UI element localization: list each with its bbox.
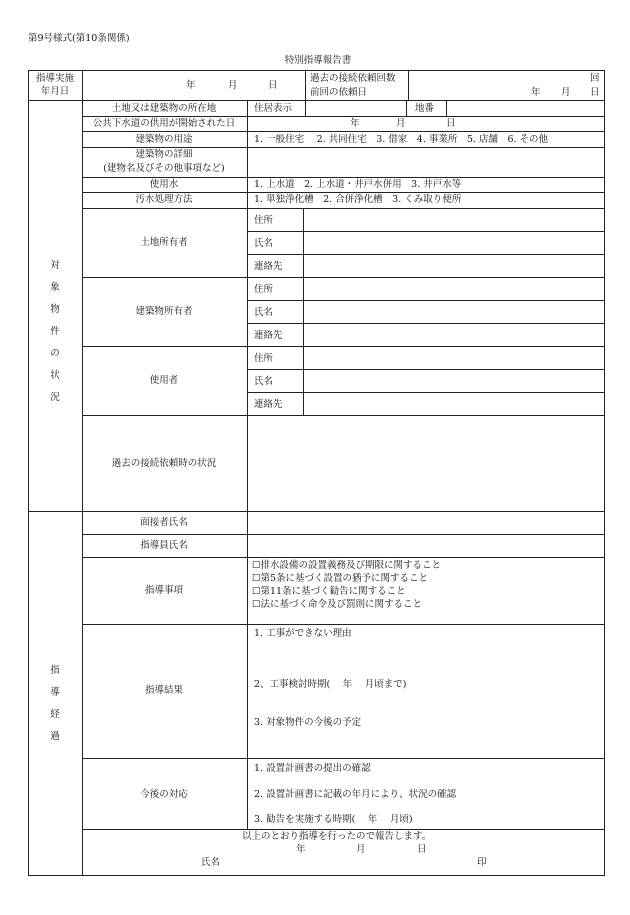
prev-month: 月: [561, 87, 571, 98]
row-line: [82, 829, 605, 830]
prev-date-label: 前回の依頼日: [310, 87, 368, 98]
section-divider-line: [28, 511, 605, 512]
section-char: 対: [50, 260, 60, 271]
column-line: [305, 100, 306, 116]
row-line: [247, 300, 605, 301]
user-name-label: 氏名: [254, 376, 274, 387]
land-owner-contact-label: 連絡先: [254, 261, 283, 272]
document-title: 特別指導報告書: [284, 55, 352, 66]
row-line: [82, 624, 605, 625]
user-label: 使用者: [149, 375, 179, 386]
form-number-label: 第9号様式(第10条関係): [28, 33, 130, 44]
sewage-label: 汚水処理方法: [135, 194, 193, 205]
header-bottom-line: [28, 100, 605, 101]
sewer-start-label: 公共下水道の供用が開始された日: [92, 118, 236, 129]
footer-statement: 以上のとおり指導を行ったので報告します。: [242, 831, 432, 842]
section-char: の: [50, 348, 60, 359]
date-day: 日: [268, 80, 278, 91]
lot-number-label: 地番: [415, 103, 435, 114]
detail-label-line-2: (建物名及びその他事項など): [103, 163, 225, 174]
interviewee-label: 面接者氏名: [140, 517, 188, 528]
future-item-3: 3. 勧告を実施する時期( 年 月頃): [254, 814, 413, 825]
section-char: 経: [50, 709, 60, 720]
section-char: 指: [50, 665, 60, 676]
water-label: 使用水: [149, 179, 179, 190]
row-line: [82, 277, 605, 278]
row-line: [247, 231, 605, 232]
instructor-label: 指導員氏名: [140, 540, 188, 551]
row-line: [82, 116, 605, 117]
column-line: [406, 100, 407, 116]
section-char: 象: [50, 282, 60, 293]
row-line: [82, 208, 605, 209]
row-line: [82, 177, 605, 178]
land-owner-name-label: 氏名: [254, 238, 274, 249]
row-line: [82, 557, 605, 558]
address-display-label: 住居表示: [254, 103, 293, 114]
column-line: [82, 70, 83, 876]
footer-day: 日: [417, 844, 427, 855]
sewer-month: 月: [396, 118, 406, 129]
date-month: 月: [228, 80, 238, 91]
date-label-line-2: 年月日: [40, 86, 70, 97]
water-options: 1. 上水道 2. 上水道・井戸水併用 3. 井戸水等: [254, 179, 462, 190]
row-line: [82, 346, 605, 347]
footer-month: 月: [356, 844, 366, 855]
row-line: [82, 758, 605, 759]
section-char: 導: [50, 687, 60, 698]
column-line: [247, 100, 248, 829]
row-line: [247, 369, 605, 370]
footer-name-label: 氏名: [201, 857, 221, 868]
building-owner-address-label: 住所: [254, 284, 274, 295]
future-item-2: 2. 設置計画書に記載の年月により、状況の確認: [254, 789, 457, 800]
detail-label-line-1: 建築物の詳細: [135, 149, 193, 160]
building-owner-label: 建築物所有者: [135, 306, 193, 317]
result-label: 指導結果: [144, 685, 184, 696]
footer-year: 年: [296, 844, 306, 855]
row-line: [247, 254, 605, 255]
section-char: 状: [50, 370, 60, 381]
section-char: 物: [50, 304, 60, 315]
sewage-options: 1. 単独浄化槽 2. 合併浄化槽 3. くみ取り便所: [254, 194, 462, 205]
form-outer-border: [28, 70, 605, 876]
building-owner-contact-label: 連絡先: [254, 330, 283, 341]
user-contact-label: 連絡先: [254, 399, 283, 410]
future-label: 今後の対応: [140, 789, 188, 800]
section-char: 件: [50, 326, 60, 337]
row-line: [82, 415, 605, 416]
land-owner-label: 土地所有者: [140, 237, 188, 248]
guidance-item-checkbox[interactable]: ☐第11条に基づく勧告に関すること: [252, 586, 406, 597]
usage-label: 建築物の用途: [135, 134, 193, 145]
column-line: [446, 100, 447, 116]
footer-seal-label: 印: [477, 857, 487, 868]
sewer-year: 年: [350, 118, 360, 129]
location-label: 土地又は建築物の所在地: [111, 103, 217, 114]
prev-year: 年: [531, 87, 541, 98]
date-label-line-1: 指導実施: [35, 73, 75, 84]
sewer-day: 日: [446, 118, 456, 129]
result-item-1: 1. 工事ができない理由: [254, 628, 352, 639]
land-owner-address-label: 住所: [254, 215, 274, 226]
count-unit: 回: [590, 73, 600, 84]
future-item-1: 1. 設置計画書の提出の確認: [254, 763, 371, 774]
row-line: [247, 392, 605, 393]
date-year: 年: [186, 80, 196, 91]
past-count-label: 過去の接続依頼回数: [310, 73, 396, 84]
row-line: [82, 131, 605, 132]
past-status-label: 過去の接続依頼時の状況: [111, 458, 217, 469]
row-line: [247, 323, 605, 324]
guidance-item-checkbox[interactable]: ☐第5条に基づく設置の猶予に関すること: [252, 573, 429, 584]
guidance-items-label: 指導事項: [144, 585, 184, 596]
result-item-3: 3. 対象物件の今後の予定: [254, 717, 362, 728]
usage-options: 1. 一般住宅 2. 共同住宅 3. 借家 4. 事業所 5. 店舗 6. その他: [254, 134, 549, 145]
column-line: [303, 208, 304, 415]
prev-day: 日: [590, 87, 600, 98]
section-char: 況: [50, 392, 60, 403]
guidance-item-checkbox[interactable]: ☐法に基づく命令及び罰則に関すること: [252, 599, 423, 610]
column-line: [408, 70, 409, 100]
guidance-item-checkbox[interactable]: ☐排水設備の設置義務及び期限に関すること: [252, 560, 442, 571]
section-char: 過: [50, 731, 60, 742]
building-owner-name-label: 氏名: [254, 307, 274, 318]
user-address-label: 住所: [254, 353, 274, 364]
result-item-2: 2、工事検討時期( 年 月頃まで): [254, 679, 407, 690]
row-line: [82, 147, 605, 148]
column-line: [305, 70, 306, 100]
row-line: [82, 534, 605, 535]
row-line: [82, 192, 605, 193]
